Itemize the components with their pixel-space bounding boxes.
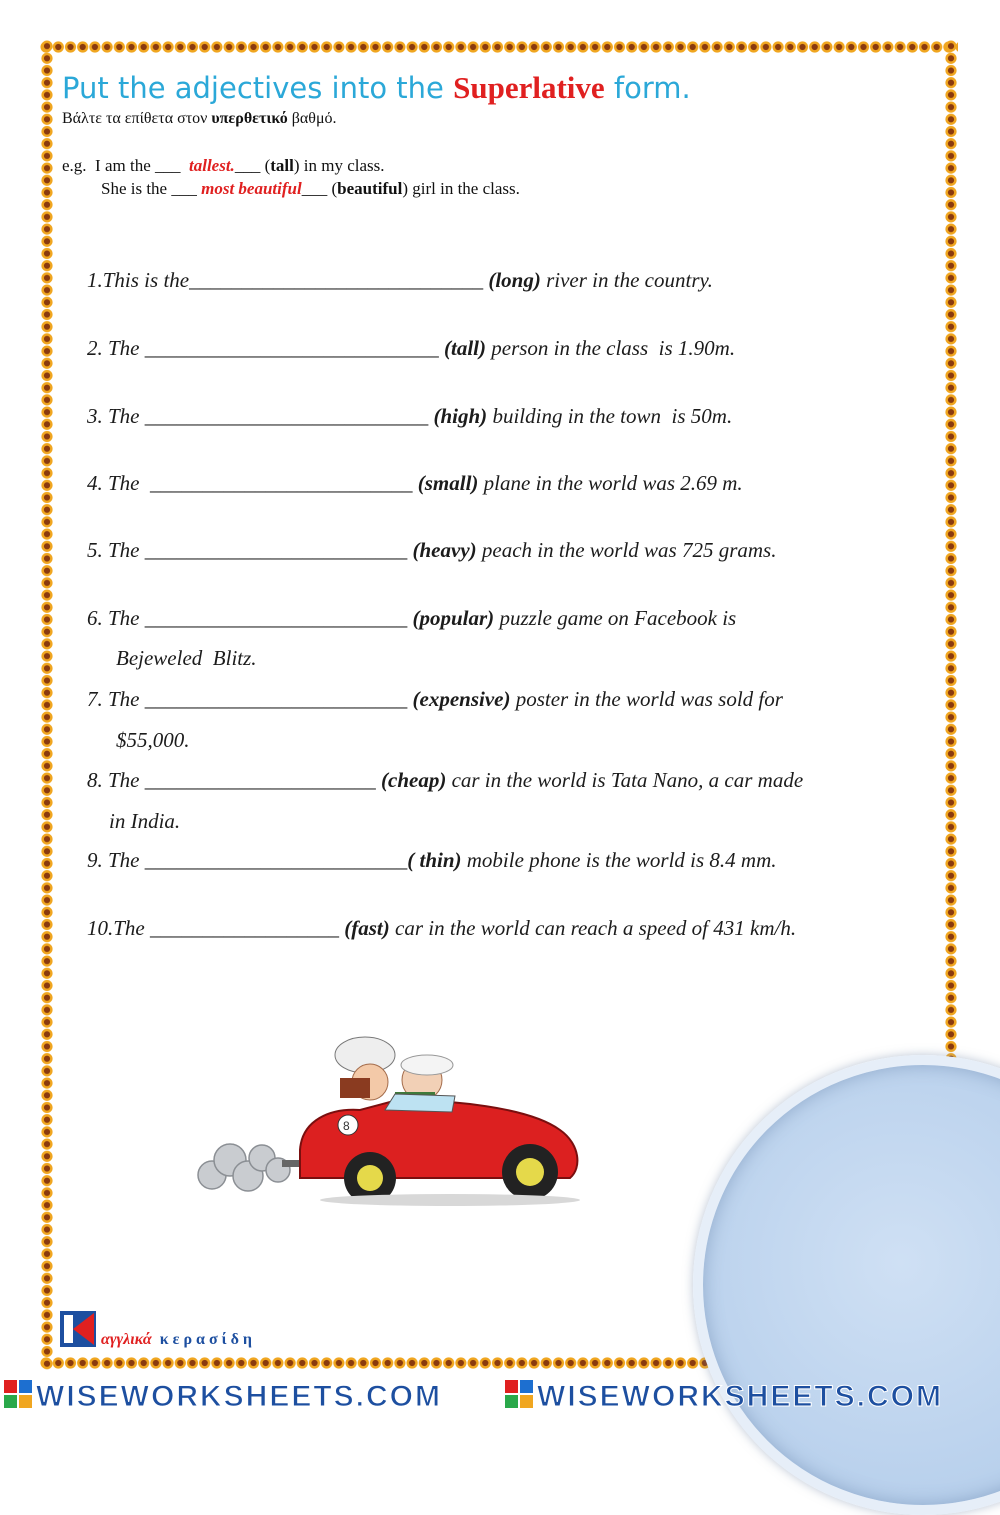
question-adjective: (small) — [417, 471, 479, 495]
question-4[interactable]: 4. The _________________________ (small) plane in the world was 2.69 m. — [87, 471, 743, 495]
decorative-circle — [693, 1055, 1000, 1515]
decorative-border-left — [40, 40, 54, 1370]
example-1: e.g. I am the ___ tallest.___ (tall) in my class. — [62, 156, 385, 175]
question-adjective: (fast) — [344, 916, 390, 940]
example-2: She is the ___ most beautiful___ (beautiful) girl in the class. — [101, 179, 520, 198]
question-adjective: (cheap) — [381, 768, 447, 792]
cartoon-car-illustration — [190, 1020, 590, 1210]
question-adjective: ( thin) — [407, 848, 462, 872]
question-adjective: (popular) — [412, 606, 495, 630]
example-answer: most beautiful — [201, 179, 302, 198]
footer-watermark — [0, 1377, 1000, 1413]
worksheet-subtitle: Βάλτε τα επίθετα στον υπερθετικό βαθμό. — [62, 110, 337, 127]
question-10[interactable]: 10.The __________________ (fast) car in the world can reach a speed of 431 km/h. — [87, 916, 797, 940]
question-2[interactable]: 2. The ____________________________ (tall) person in the class is 1.90m. — [87, 336, 736, 360]
publisher-name: αγγλικά κερασίδη — [101, 1331, 256, 1348]
svg-text:8: 8 — [343, 1119, 350, 1133]
example-answer: tallest. — [189, 156, 235, 175]
question-7-continuation: $55,000. — [116, 728, 190, 752]
question-9[interactable]: 9. The _________________________( thin) mobile phone is the world is 8.4 mm. — [87, 848, 777, 872]
question-1[interactable]: 1.This is the____________________________ (long) river in the country. — [87, 268, 713, 292]
question-6-continuation: Bejeweled Blitz. — [116, 646, 257, 670]
question-8[interactable]: 8. The ______________________ (cheap) car in the world is Tata Nano, a car made — [87, 768, 804, 792]
footer-text-2: WISEWORKSHEETS.COM — [537, 1380, 944, 1413]
question-adjective: (long) — [488, 268, 541, 292]
question-adjective: (high) — [433, 404, 488, 428]
worksheet-title: Put the adjectives into the Superlative form. — [62, 70, 691, 105]
publisher-logo-icon — [60, 1311, 96, 1347]
question-8-continuation: in India. — [109, 809, 181, 833]
question-6[interactable]: 6. The _________________________ (popular) puzzle game on Facebook is — [87, 606, 737, 630]
question-7[interactable]: 7. The _________________________ (expensive) poster in the world was sold for — [87, 687, 783, 711]
question-adjective: (expensive) — [412, 687, 511, 711]
question-adjective: (heavy) — [412, 538, 477, 562]
question-3[interactable]: 3. The ___________________________ (high) building in the town is 50m. — [87, 404, 733, 428]
question-adjective: (tall) — [444, 336, 486, 360]
question-5[interactable]: 5. The _________________________ (heavy) peach in the world was 725 grams. — [87, 538, 777, 562]
footer-text-1: WISEWORKSHEETS.COM — [36, 1380, 443, 1413]
decorative-border-top — [40, 40, 958, 54]
title-highlight: Superlative — [453, 70, 605, 105]
